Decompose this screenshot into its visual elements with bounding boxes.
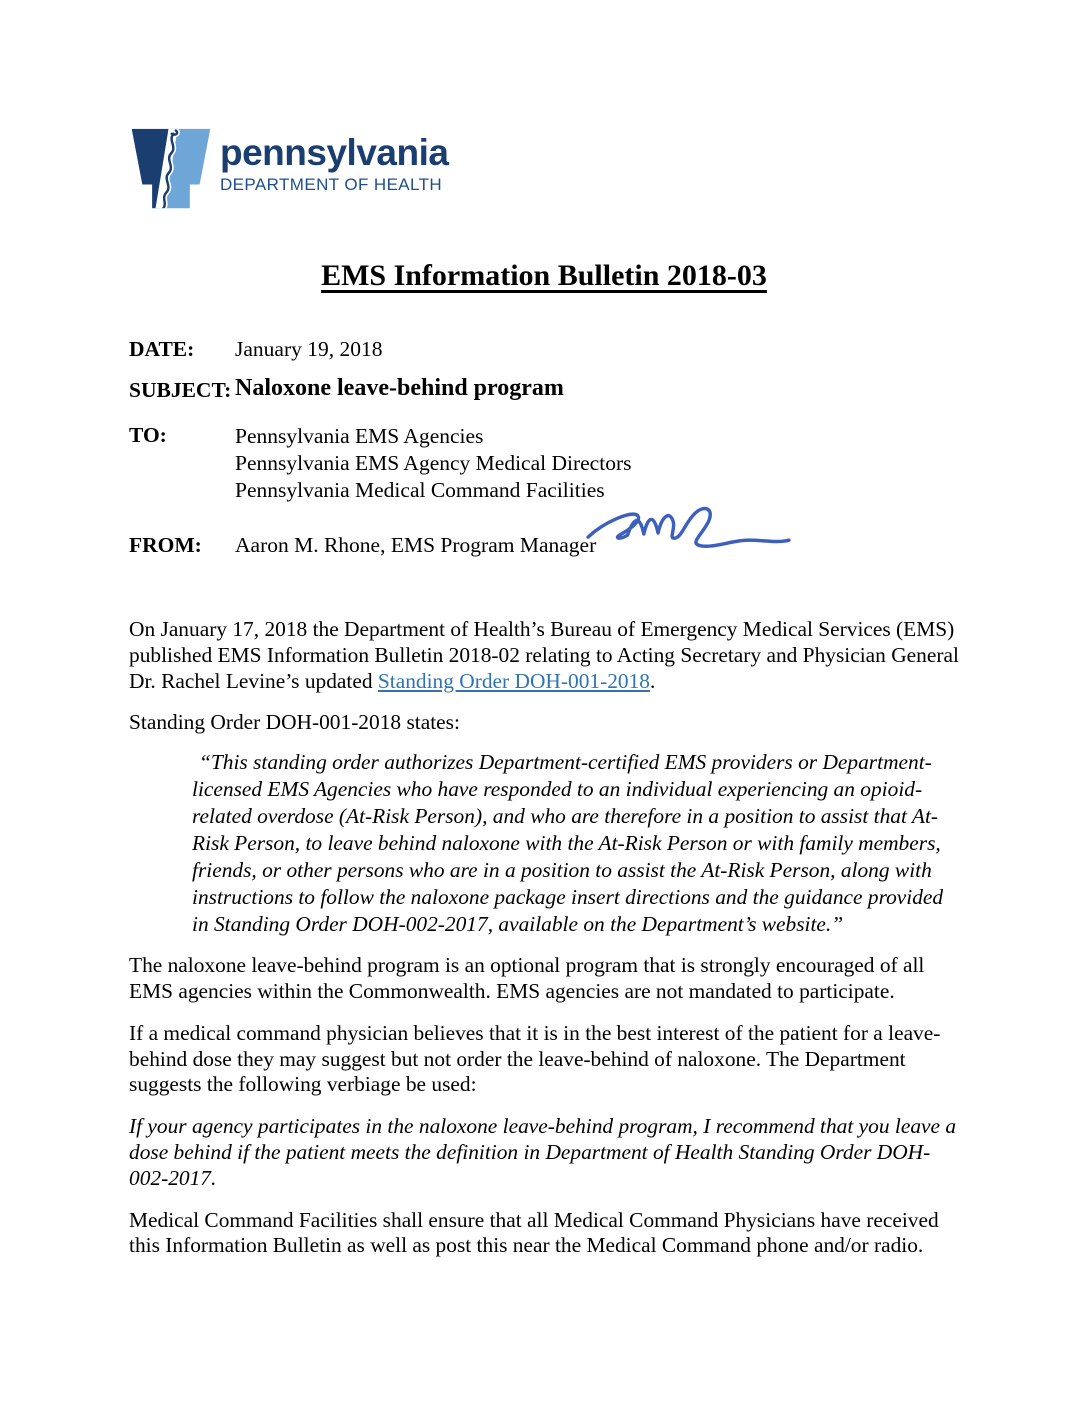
subject-label: SUBJECT: xyxy=(129,378,232,402)
standing-order-link[interactable]: Standing Order DOH-001-2018 xyxy=(377,668,650,693)
from-label: FROM: xyxy=(129,533,202,557)
paragraph-medical-command: If a medical command physician believes that it is in the best interest of the patient for a leave-behind dose they may suggest but not order the leave-behind of naloxone. The Department suggests the following verbiage be used: xyxy=(129,1020,941,1097)
bulletin-title: EMS Information Bulletin 2018-03 xyxy=(321,259,767,292)
subject-value: Naloxone leave-behind program xyxy=(235,375,564,401)
to-label: TO: xyxy=(129,423,167,447)
standing-order-quote: “This standing order authorizes Department-certified EMS providers or Department-licensed EMS Agencies who have responded to an individual experiencing an opioid-related overdose (At-Risk Person), and who are therefore in a position to assist that At-Risk Person, to leave behind naloxone with the At-Risk Person or with family members, friends, or other persons who are in a position to assist the At-Risk Person, along with instructions to follow the naloxone package insert directions and the guidance provided in Standing Order DOH-002-2017, available on the Department’s website.” xyxy=(192,750,944,937)
pa-doh-logo xyxy=(130,124,448,214)
keystone-caduceus-icon xyxy=(130,124,212,214)
paragraph-intro-period: . xyxy=(649,668,656,693)
logo-tagline: DEPARTMENT OF HEALTH xyxy=(220,175,443,194)
to-recipient-line: Pennsylvania EMS Agencies xyxy=(235,424,484,448)
paragraph-intro-text: On January 17, 2018 the Department of Health’s Bureau of Emergency Medical Services (EMS) published EMS Information Bulletin 2018-02 relating to Acting Secretary and Physician General Dr. Rachel Levine’s updated xyxy=(129,617,959,693)
date-value: January 19, 2018 xyxy=(235,337,383,361)
paragraph-states: Standing Order DOH-001-2018 states: xyxy=(129,710,460,735)
paragraph-intro xyxy=(129,617,962,694)
to-recipient-line: Pennsylvania Medical Command Facilities xyxy=(235,478,605,502)
bulletin-body xyxy=(129,617,962,1275)
to-recipient-line: Pennsylvania EMS Agency Medical Directors xyxy=(235,451,632,475)
to-recipients xyxy=(235,423,631,504)
signature-image xyxy=(584,498,792,562)
paragraph-suggested-verbiage: If your agency participates in the naloxone leave-behind program, I recommend that you leave a dose behind if the patient meets the definition in Department of Health Standing Order DOH-002-2017. xyxy=(129,1114,957,1190)
paragraph-optional-program: The naloxone leave-behind program is an optional program that is strongly encouraged of all EMS agencies within the Commonwealth. EMS agencies are not mandated to participate. xyxy=(129,953,925,1003)
from-value: Aaron M. Rhone, EMS Program Manager xyxy=(235,533,597,557)
paragraph-facilities: Medical Command Facilities shall ensure that all Medical Command Physicians have received this Information Bulletin as well as post this near the Medical Command phone and/or radio. xyxy=(129,1207,939,1258)
date-label: DATE: xyxy=(129,337,195,361)
logo-text xyxy=(220,124,448,214)
logo-wordmark: pennsylvania xyxy=(220,132,449,173)
